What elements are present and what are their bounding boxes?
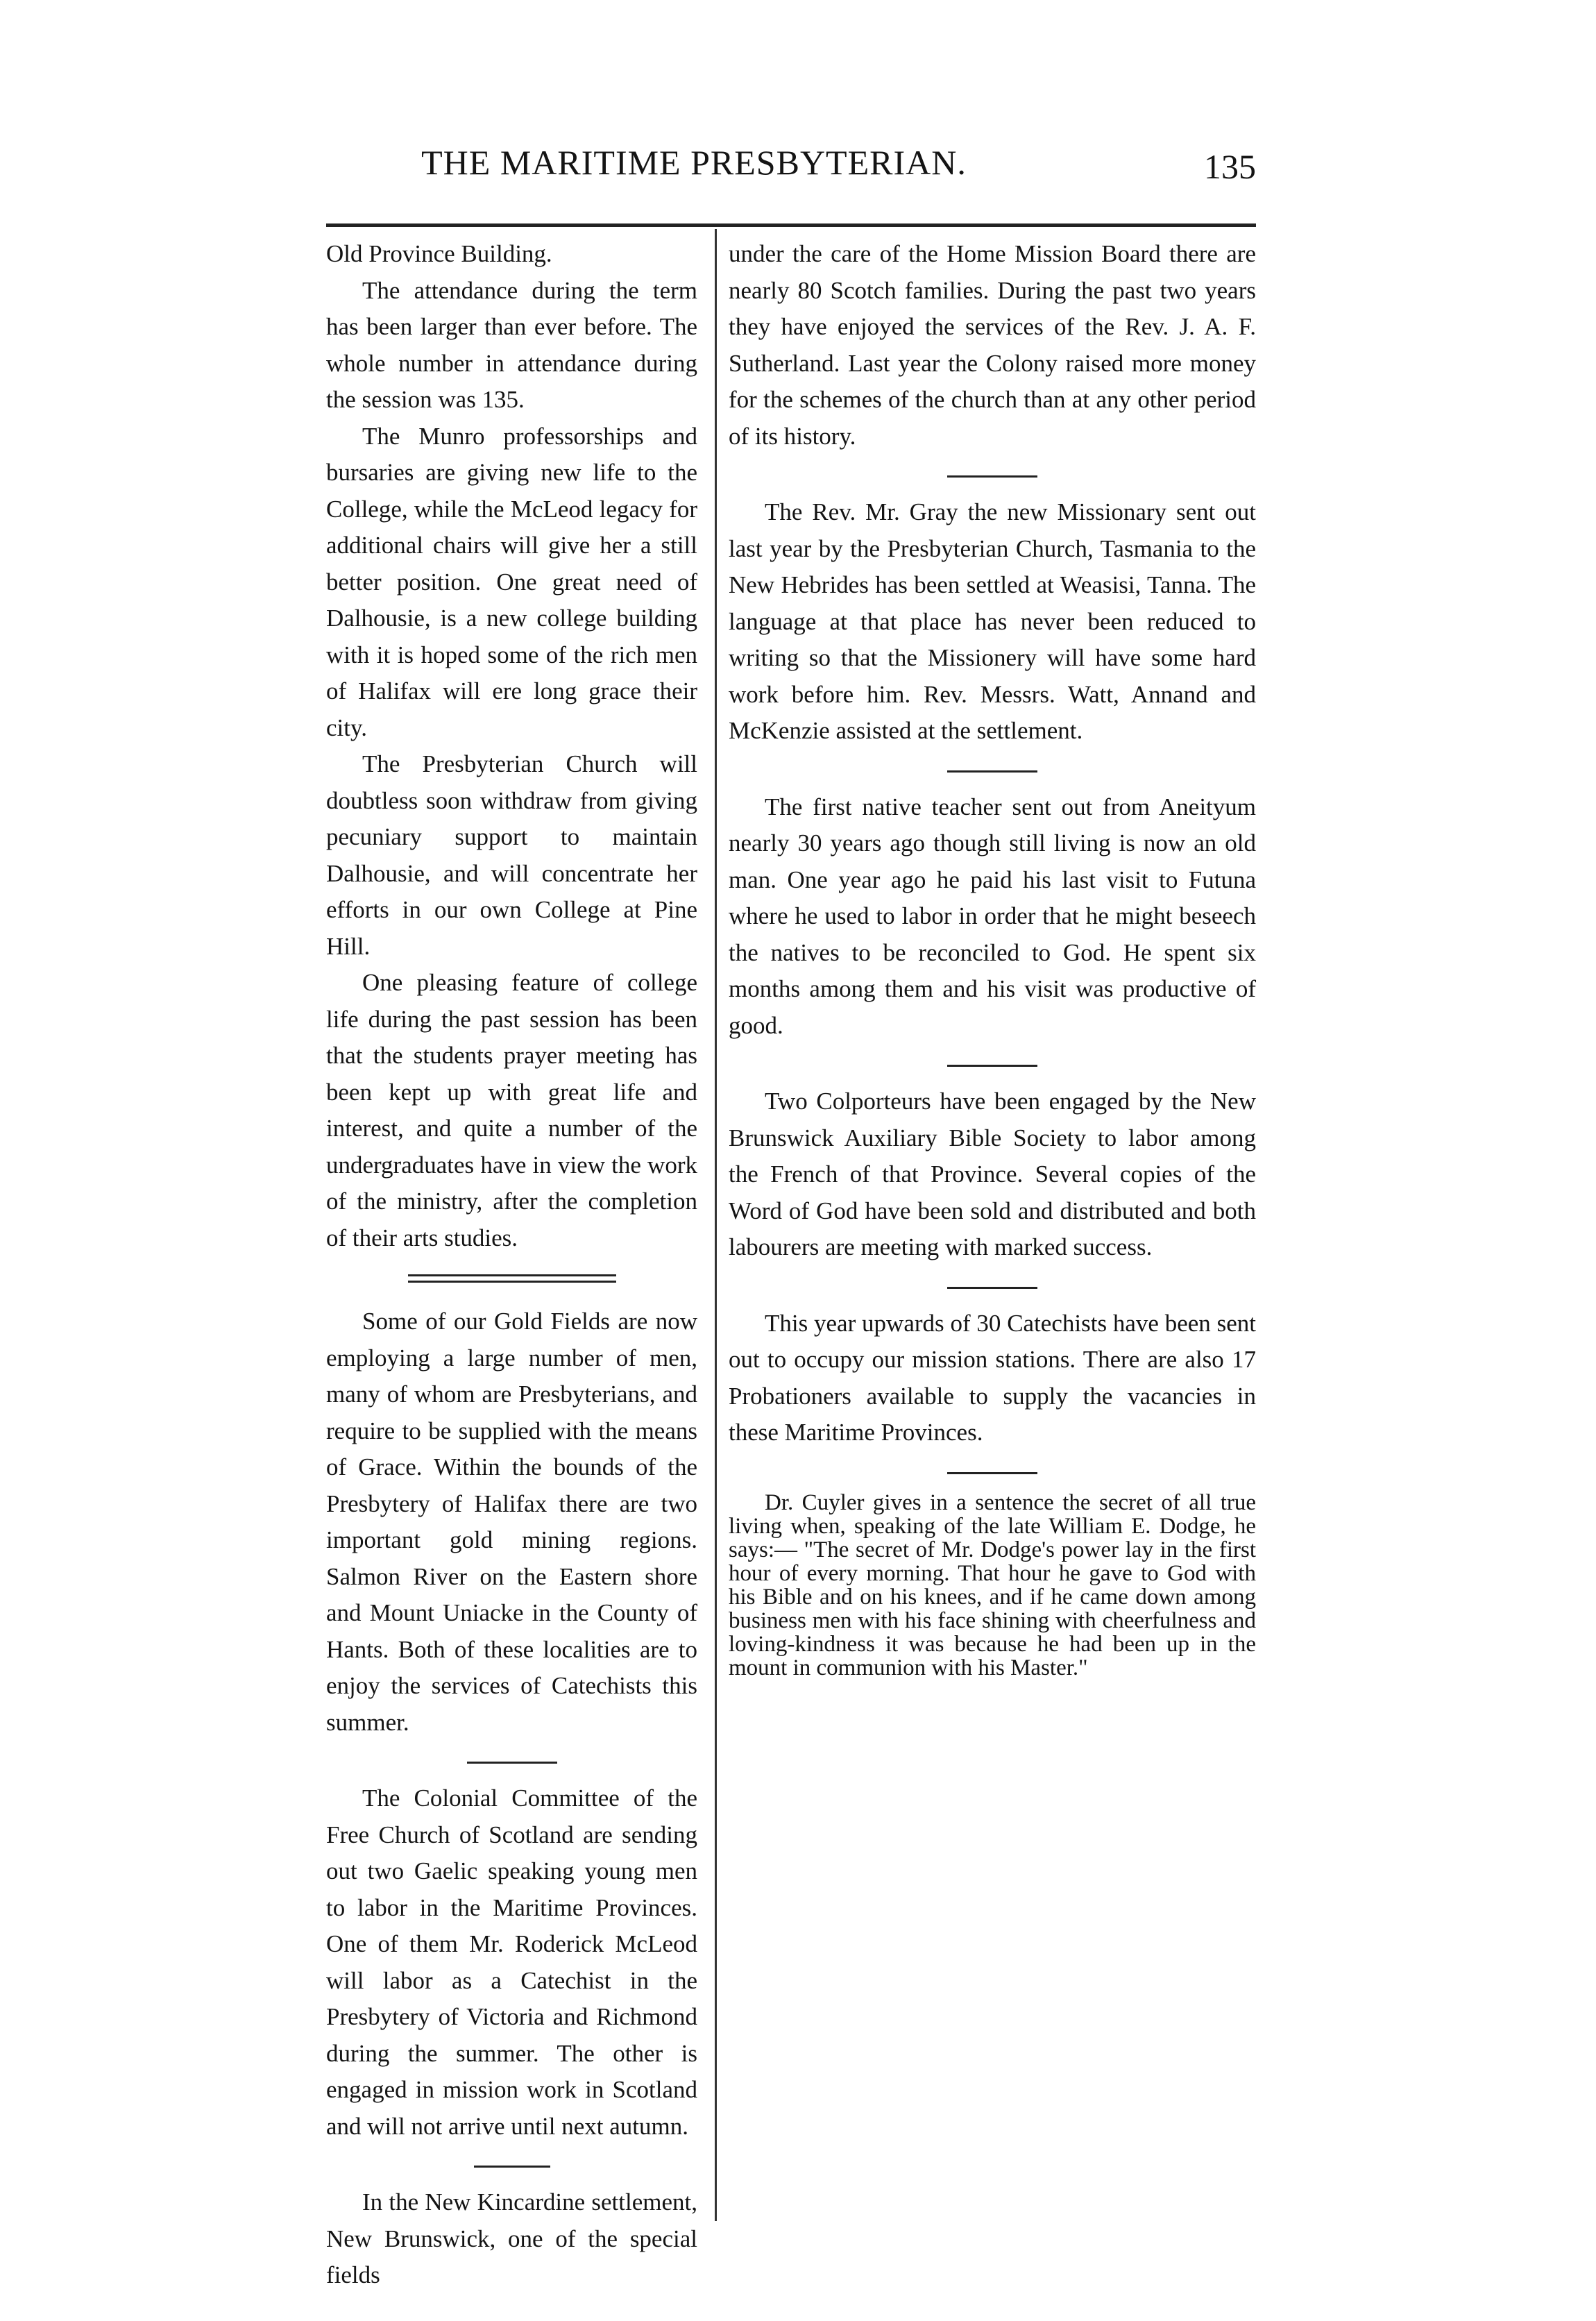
column-divider bbox=[715, 229, 717, 2221]
right-column bbox=[729, 236, 1256, 1680]
paragraph-colporteurs: Two Colporteurs have been engaged by the New Brunswick Auxiliary Bible Society to labor among the French of that Province. Several copies of the Word of God have been sold and distributed and both labourers are meeting with marked success. bbox=[729, 1088, 1256, 1260]
running-title: THE MARITIME PRESBYTERIAN. bbox=[421, 143, 967, 182]
page-number: 135 bbox=[1204, 147, 1256, 186]
paragraph-dr-cuyler-quote: Dr. Cuyler gives in a sentence the secret of all true living when, speaking of the late William E. Dodge, he says:— "The secret of Mr. Dodge's power lay in the first hour of every morning. That hour he gave to God with his Bible and on his knees, and if he came down among business men with his face shining with cheerfulness and loving-kindness it was because he had been up in the mount in communion with his Master." bbox=[729, 1489, 1256, 1680]
paragraph-rev-gray: The Rev. Mr. Gray the new Missionary sent out last year by the Presbyterian Church, Tasmania to the New Hebrides has been settled at Weasisi, Tanna. The language at that place has never been reduced to writing so that the Missionery will have some hard work before him. Rev. Messrs. Watt, Annand and McKenzie assisted at the settlement. bbox=[729, 498, 1256, 744]
paragraph-dalhousie-support: The Presbyterian Church will doubtless soon withdraw from giving pecuniary support to maintain Dalhousie, and will concentrate her efforts in our own College at Pine Hill. bbox=[326, 750, 697, 960]
section-divider bbox=[947, 1472, 1037, 1474]
paragraph-gold-fields: Some of our Gold Fields are now employing a large number of men, many of whom are Presbyterians, and require to be supplied with the means of Grace. Within the bounds of the Presbytery of Halifax there are two important gold mining regions. Salmon River on the Eastern shore and Mount Uniacke in the County of Hants. Both of these localities are to enjoy the services of Catechists this summer. bbox=[326, 1308, 697, 1736]
section-divider bbox=[947, 770, 1037, 773]
paragraph-colonial-committee: The Colonial Committee of the Free Church of Scotland are sending out two Gaelic speaking young men to labor in the Maritime Provinces. One of them Mr. Roderick McLeod will labor as a Catechist in the Presbytery of Victoria and Richmond during the summer. The other is engaged in mission work in Scotland and will not arrive until next autumn. bbox=[326, 1784, 697, 2140]
section-divider bbox=[947, 475, 1037, 478]
paragraph-native-teacher: The first native teacher sent out from Aneityum nearly 30 years ago though still living is now an old man. One year ago he paid his last visit to Futuna where he used to labor in order that he might beseech the natives to be reconciled to God. He spent six months among them and his visit was productive of good. bbox=[729, 793, 1256, 1039]
paragraph-new-kincardine: In the New Kincardine settlement, New Brunswick, one of the special fields bbox=[326, 2188, 697, 2288]
section-divider bbox=[947, 1287, 1037, 1289]
paragraph-college-life: One pleasing feature of college life during the past session has been that the students prayer meeting has been kept up with great life and interest, and quite a number of the undergraduates have in view the work of the ministry, after the completion of their arts studies. bbox=[326, 969, 697, 1251]
section-divider bbox=[467, 1762, 557, 1764]
paragraph-munro-professorships: The Munro professorships and bursaries are giving new life to the College, while the McLeod legacy for additional chairs will give her a still better position. One great need of Dalhousie, is a new college building with it is hoped some of the rich men of Halifax will ere long grace their city. bbox=[326, 422, 697, 741]
paragraph-home-mission-board: under the care of the Home Mission Board there are nearly 80 Scotch families. During the past two years they have enjoyed the services of the Rev. J. A. F. Sutherland. Last year the Colony raised more money for the schemes of the church than at any other period of its history. bbox=[729, 240, 1256, 450]
section-divider bbox=[947, 1065, 1037, 1067]
section-divider bbox=[474, 2166, 550, 2168]
paragraph-old-province-building: Old Province Building. bbox=[326, 240, 552, 267]
double-rule-divider bbox=[408, 1274, 616, 1283]
paragraph-attendance: The attendance during the term has been larger than ever before. The whole number in attendance during the session was 135. bbox=[326, 276, 697, 413]
left-column bbox=[326, 236, 697, 2294]
paragraph-catechists: This year upwards of 30 Catechists have been sent out to occupy our mission stations. There are also 17 Probationers available to supply the vacancies in these Maritime Provinces. bbox=[729, 1309, 1256, 1446]
header-rule bbox=[326, 223, 1256, 227]
page-header bbox=[326, 142, 1256, 191]
